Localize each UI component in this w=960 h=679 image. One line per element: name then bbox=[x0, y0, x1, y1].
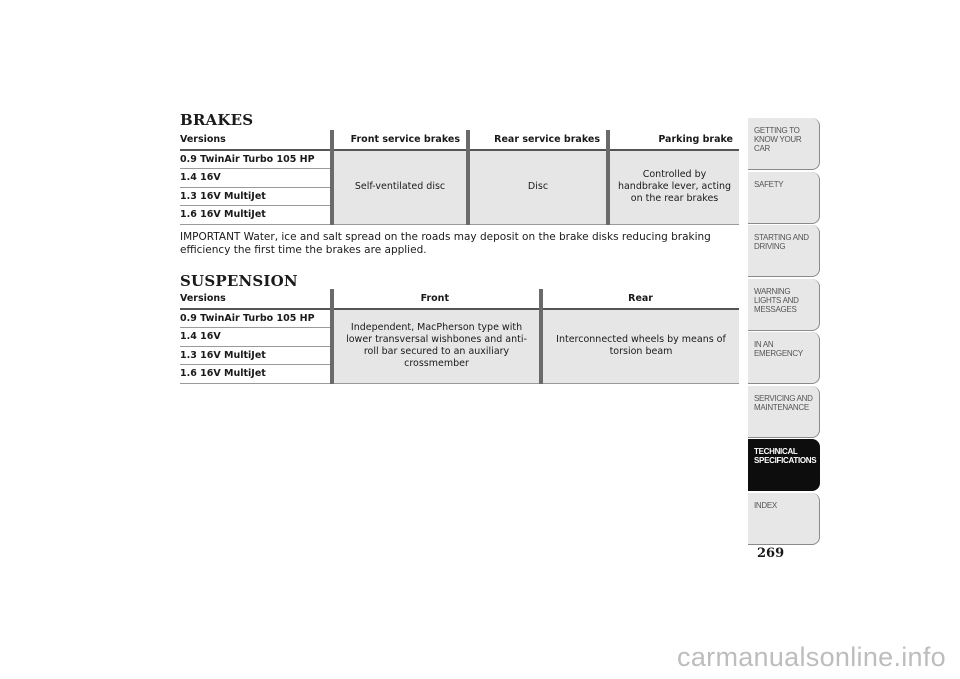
parking-brake-value: Controlled by handbrake lever, acting on the rear brakes bbox=[608, 150, 739, 224]
suspension-table bbox=[180, 289, 739, 384]
version-cell: 1.3 16V MultiJet bbox=[180, 346, 332, 365]
tab-starting-and-driving[interactable] bbox=[748, 225, 820, 277]
tab-label: TECHNICAL SPECIFICATIONS bbox=[754, 447, 817, 465]
tab-index[interactable] bbox=[748, 493, 820, 545]
suspension-title: SUSPENSION bbox=[180, 272, 298, 290]
column-header: Rear service brakes bbox=[468, 130, 608, 150]
important-note: IMPORTANT Water, ice and salt spread on the roads may deposit on the brake disks reducing braking efficiency the first time the brakes are applied. bbox=[180, 231, 711, 256]
column-header: Front service brakes bbox=[332, 130, 468, 150]
watermark: carmanualsonline.info bbox=[677, 642, 946, 672]
version-cell: 1.6 16V MultiJet bbox=[180, 365, 332, 384]
column-header: Front bbox=[332, 289, 541, 309]
tab-label: SERVICING AND MAINTENANCE bbox=[754, 393, 813, 412]
chapter-tabs bbox=[748, 118, 820, 546]
tab-label: WARNING LIGHTS AND MESSAGES bbox=[754, 286, 799, 314]
table-header-row bbox=[180, 289, 739, 309]
version-cell: 0.9 TwinAir Turbo 105 HP bbox=[180, 309, 332, 328]
version-cell: 1.4 16V bbox=[180, 328, 332, 347]
tab-label: INDEX bbox=[754, 500, 777, 510]
version-cell: 1.3 16V MultiJet bbox=[180, 187, 332, 206]
tab-label: STARTING AND DRIVING bbox=[754, 233, 809, 251]
column-header: Versions bbox=[180, 130, 332, 150]
tab-label: GETTING TO KNOW YOUR CAR bbox=[754, 126, 802, 153]
column-header: Rear bbox=[541, 289, 739, 309]
tab-technical-specifications[interactable] bbox=[748, 439, 820, 491]
rear-suspension-value: Interconnected wheels by means of torsion beam bbox=[541, 309, 739, 383]
table-row bbox=[180, 150, 739, 169]
tab-servicing-and-maintenance[interactable] bbox=[748, 386, 820, 438]
table-row bbox=[180, 309, 739, 328]
rear-brakes-value: Disc bbox=[468, 150, 608, 224]
version-cell: 1.6 16V MultiJet bbox=[180, 206, 332, 225]
column-header: Parking brake bbox=[608, 130, 739, 150]
version-cell: 0.9 TwinAir Turbo 105 HP bbox=[180, 150, 332, 169]
tab-in-an-emergency[interactable] bbox=[748, 332, 820, 384]
front-brakes-value: Self-ventilated disc bbox=[332, 150, 468, 224]
tab-safety[interactable] bbox=[748, 172, 820, 224]
tab-label: IN AN EMERGENCY bbox=[754, 340, 803, 358]
brakes-table bbox=[180, 130, 739, 225]
table-header-row bbox=[180, 130, 739, 150]
tab-warning-lights-and-messages[interactable] bbox=[748, 279, 820, 331]
tab-getting-to-know-your-car[interactable] bbox=[748, 118, 820, 170]
brakes-title: BRAKES bbox=[180, 111, 254, 129]
tab-label: SAFETY bbox=[754, 179, 784, 189]
page-number: 269 bbox=[757, 546, 785, 561]
version-cell: 1.4 16V bbox=[180, 169, 332, 188]
front-suspension-value: Independent, MacPherson type with lower transversal wishbones and anti-roll bar secured to an auxiliary crossmember bbox=[332, 309, 541, 383]
column-header: Versions bbox=[180, 289, 332, 309]
